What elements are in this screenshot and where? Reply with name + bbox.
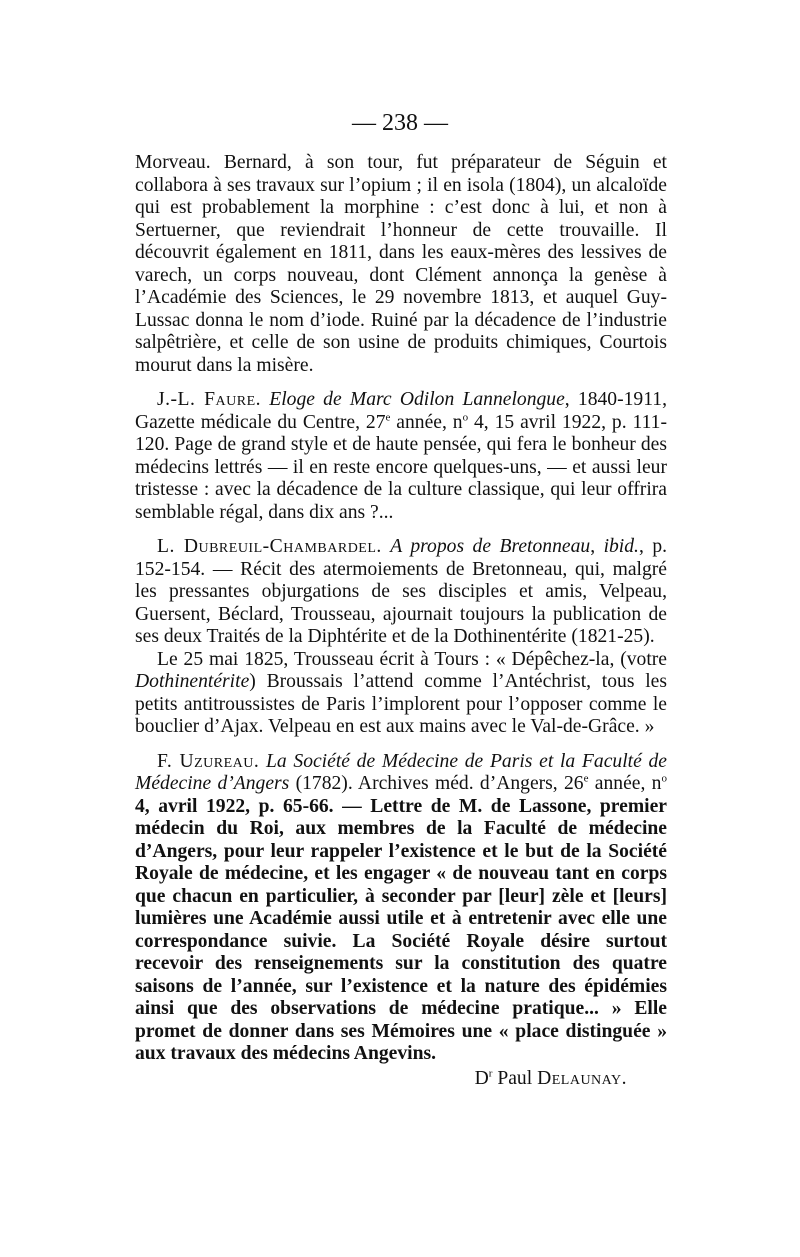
- superscript: e: [385, 410, 391, 423]
- paragraph-dubreuil: L. Dubreuil-Chambardel. A propos de Bretonneau, ibid., p. 152-154. — Récit des atermoiements de Bretonneau, qui, malgré les pressantes objurgations de ses disciples et amis, Velpeau, Guersent, Béclard, Trousseau, ajournait toujours la publication de ses deux Traités de la Diphtérite et de la Dothinentérite (1821-25).: [135, 536, 668, 647]
- quote-text: ) Broussais l’attend comme l’Antéchrist, tous les petits antitroussistes de Paris l’implorent pour l’opposer comme le bouclier d’Ajax. Velpeau en est aux mains avec le Val-de-Grâce. »: [135, 671, 667, 737]
- signature-surname: Delaunay.: [537, 1067, 627, 1089]
- author-name: L. Dubreuil-Chambardel.: [157, 536, 382, 557]
- quote-text: Le 25 mai 1825, Trousseau écrit à Tours : « Dépêchez-la, (votre: [157, 648, 667, 670]
- reference-text: année, n: [588, 773, 662, 794]
- reference-text: 4, avril 1922, p. 65-66. — Lettre de M. de Lassone, premier médecin du Roi, aux membres de la Faculté de médecine d’Angers, pour leur rappeler l’existence et le but de la Société Royale de médecine, et les engager « de nouveau tant en corps que chacun en particulier, à seconder par [leur] zèle et [leurs] lumières une Académie aussi utile et à entretenir avec elle une correspondance suivie. La Société Royale désire surtout recevoir des renseignements sur la constitution des quatre saisons de l’année, sur l’existence et la nature des épidémies ainsi que des observations de médecine pratique... » Elle promet de donner dans ses Mémoires une « place distinguée » aux travaux des médecins Angevins.: [135, 795, 667, 1064]
- paragraph-trousseau-quote: [135, 649, 667, 739]
- reference-text: année, n: [390, 411, 463, 433]
- author-name: J.-L. Faure.: [157, 389, 262, 410]
- signature-prefix: D: [474, 1067, 489, 1089]
- article-title: La Société de Médecine de Paris et la Faculté de Médecine d’Angers: [135, 750, 667, 794]
- superscript: e: [583, 772, 589, 785]
- reference-text: , 1840-1911, Gazette médicale du Centre, 27: [135, 389, 667, 433]
- body-text: [135, 152, 667, 1090]
- italic-term: Dothinentérite: [135, 671, 250, 692]
- page-number: — 238 —: [352, 110, 448, 136]
- source-ibid: ibid.: [603, 536, 639, 557]
- article-title: Eloge de Marc Odilon Lannelongue: [269, 389, 565, 410]
- signature-name: Paul: [492, 1067, 538, 1089]
- paragraph-courtois: Morveau. Bernard, à son tour, fut préparateur de Séguin et collabora à ses travaux sur l’opium ; il en isola (1804), un alcaloïde qui est probablement la morphine : c’est donc à lui, et non à Sertuerner, que reviendrait l’honneur de cette trouvaille. Il découvrit également en 1811, dans les eaux-mères des lessives de varech, un corps nouveau, dont Clément annonça la genèse à l’Académie des Sciences, le 29 novembre 1813, et auquel Guy-Lussac donna le nom d’iode. Ruiné par la décadence de l’industrie salpêtrière, et celle de son usine de produits chimiques, Courtois mourut dans la misère.: [135, 152, 667, 376]
- signature: [135, 1068, 627, 1091]
- article-title: A propos de Bretonneau: [390, 536, 591, 557]
- paragraph-faure: [135, 389, 667, 524]
- superscript: o: [661, 772, 667, 785]
- paragraph-uzureau: [135, 751, 667, 1066]
- superscript: r: [488, 1066, 493, 1079]
- author-name: F. Uzureau.: [157, 750, 260, 772]
- reference-text: 4, 15 avril 1922, p. 111-120. Page de grand style et de haute pensée, qui fera le bonheur des médecins lettrés — il en reste encore quelques-uns, — et aussi leur tristesse : avec la décadence de la culture classique, qui leur offrira semblable régal, dans dix ans ?...: [135, 411, 667, 523]
- reference-text: (1782). Archives méd. d’Angers, 26: [289, 773, 584, 794]
- reference-text: , p. 152-154. — Récit des atermoiements de Bretonneau, qui, malgré les pressantes objurgations de ses disciples et amis, Velpeau, Guersent, Béclard, Trousseau, ajournait toujours la publication de ses deux Traités de la Diphtérite et de la Dothinentérite (1821-25).: [135, 536, 668, 647]
- superscript: o: [462, 410, 469, 423]
